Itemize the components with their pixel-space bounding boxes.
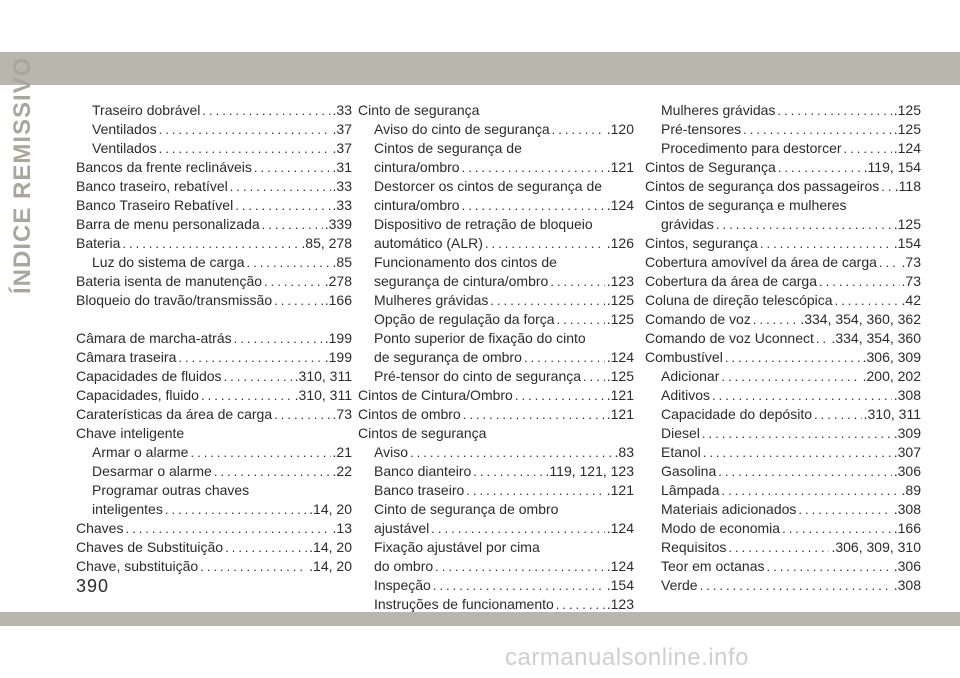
entry-term: Câmara traseira [76,349,177,365]
dot-leader [122,234,299,253]
entry-page: .14, 20 [309,539,352,555]
index-subentry [645,462,921,481]
entry-term: cintura/ombro [374,159,460,175]
index-subentry [645,557,921,576]
entry-term: Desarmar o alarme [92,463,212,479]
index-subentry [358,500,634,519]
entry-term: Verde [661,577,698,593]
index-column-1 [76,101,352,576]
entry-term: Mulheres grávidas [661,102,776,118]
dot-leader [718,462,891,481]
entry-term: Programar outras chaves [92,482,250,498]
entry-page: .199 [324,330,352,346]
dot-leader [234,329,323,348]
index-subentry [358,120,634,139]
entry-term: grávidas [661,216,714,232]
entry-term: Teor em octanas [661,558,765,574]
entry-term: Cintos de segurança [358,425,487,441]
index-subentry [358,196,634,215]
dot-leader [431,519,604,538]
entry-term: Etanol [661,444,701,460]
index-subentry [76,139,352,158]
entry-term: Cintos de segurança de [374,140,522,156]
index-entry [76,215,352,234]
index-subentry [358,272,634,291]
entry-page: .278 [324,273,352,289]
entry-page: .121 [606,482,634,498]
index-subentry [76,462,352,481]
entry-term: Cinto de segurança de ombro [374,501,559,517]
index-entry [76,348,352,367]
entry-term: de segurança de ombro [374,349,522,365]
entry-page: .124 [606,349,634,365]
dot-leader [463,405,605,424]
watermark: carmanualsonline.info [505,644,749,671]
index-subentry [645,405,921,424]
entry-term: Aviso do cinto de segurança [374,121,550,137]
entry-page: .307 [893,444,921,460]
entry-page: .124 [606,520,634,536]
dot-leader [703,443,892,462]
entry-page: .306 [893,558,921,574]
index-entry [645,310,921,329]
entry-term: Aditivos [661,387,711,403]
index-subentry [645,519,921,538]
dot-leader [753,310,798,329]
dot-leader [247,253,331,272]
footer-band [0,612,960,626]
entry-page: .21 [332,444,352,460]
entry-page: .334, 354, 360 [831,330,921,346]
entry-page: .126 [606,235,634,251]
dot-leader [473,462,543,481]
index-entry [645,196,921,215]
entry-page: .33 [332,197,352,213]
entry-page: .123 [606,596,634,612]
entry-page: .124 [606,197,634,213]
index-subentry [645,443,921,462]
entry-term: Armar o alarme [92,444,189,460]
dot-leader [202,101,330,120]
dot-leader [721,367,860,386]
entry-term: Dispositivo de retração de bloqueio [374,216,593,232]
index-subentry [76,120,352,139]
entry-page: .199 [324,349,352,365]
entry-page: .37 [332,140,352,156]
index-subentry [645,367,921,386]
entry-term: Materiais adicionados [661,501,797,517]
entry-term: Banco Traseiro Rebatível [76,197,234,213]
entry-term: do ombro [374,558,434,574]
index-entry [76,557,352,576]
index-subentry [358,253,634,272]
dot-leader [552,120,605,139]
dot-leader [230,177,331,196]
index-subentry [358,443,634,462]
entry-term: Cintos de segurança e mulheres [645,197,847,213]
index-entry [645,234,921,253]
entry-page: .166 [324,292,352,308]
entry-page: .334, 354, 360, 362 [800,311,921,327]
entry-term: Capacidade do depósito [661,406,813,422]
index-entry [76,405,352,424]
entry-term: Luz do sistema de carga [92,254,245,270]
entry-term: Caraterísticas da área de carga [76,406,273,422]
dot-leader [515,386,605,405]
dot-leader [760,234,892,253]
entry-term: Pré-tensores [661,121,742,137]
index-subentry [358,557,634,576]
entry-page: .33 [332,102,352,118]
entry-page: .125 [893,121,921,137]
entry-term: Cintos, segurança [645,235,758,251]
entry-page: .119, 121, 123 [545,463,634,479]
index-entry [76,519,352,538]
dot-leader [159,120,331,139]
entry-page: .124 [893,140,921,156]
dot-leader [716,215,892,234]
dot-leader [178,348,322,367]
index-subentry [645,481,921,500]
entry-term: Banco traseiro, rebatível [76,178,228,194]
entry-term: Capacidades, fluido [76,387,199,403]
entry-page: .308 [893,387,921,403]
index-entry [645,272,921,291]
index-subentry [358,576,634,595]
entry-term: Ventilados [92,121,157,137]
entry-page: .89 [901,482,921,498]
index-subentry [645,101,921,120]
dot-leader [490,291,604,310]
entry-page: .13 [332,520,352,536]
entry-page: .85 [332,254,352,270]
index-entry [76,158,352,177]
index-subentry [358,348,634,367]
entry-page: .121 [606,159,634,175]
entry-term: Ventilados [92,140,157,156]
dot-leader [583,367,605,386]
entry-term: Cintos de Segurança [645,159,776,175]
entry-term: Barra de menu personalizada [76,216,260,232]
index-subentry [358,234,634,253]
entry-page: .31 [332,159,352,175]
index-entry [76,272,352,291]
dot-leader [743,120,892,139]
dot-leader [433,576,605,595]
index-column-2 [358,101,634,614]
index-subentry [645,120,921,139]
entry-term: Funcionamento dos cintos de [374,254,557,270]
entry-page: .123 [606,273,634,289]
dot-leader [201,386,293,405]
index-subentry [76,481,352,500]
index-subentry [645,500,921,519]
page-number: 390 [76,576,110,596]
entry-term: Gasolina [661,463,717,479]
entry-term: Coluna de direção telescópica [645,292,833,308]
entry-term: Chave inteligente [76,425,185,441]
entry-page: .14, 20 [309,558,352,574]
index-entry [76,177,352,196]
dot-leader [274,291,323,310]
entry-term: Lâmpada [661,482,720,498]
entry-page: .120 [606,121,634,137]
entry-page: .83 [614,444,634,460]
entry-term: Procedimento para destorcer [661,140,842,156]
index-entry [645,348,921,367]
index-entry [645,329,921,348]
index-subentry [645,576,921,595]
index-entry [358,405,634,424]
dot-leader [435,557,605,576]
dot-leader [254,158,331,177]
entry-term: Instruções de funcionamento [374,596,554,612]
index-subentry [645,139,921,158]
entry-page: .310, 311 [294,368,352,384]
entry-page: .73 [901,273,921,289]
entry-term: Fixação ajustável por cima [374,539,540,555]
entry-page: .73 [332,406,352,422]
dot-leader [125,519,330,538]
dot-leader [721,481,899,500]
entry-page: .308 [893,577,921,593]
entry-term: Cobertura amovível da área de carga [645,254,877,270]
entry-page: .73 [901,254,921,270]
index-subentry [645,215,921,234]
entry-term: Ponto superior de fixação do cinto [374,330,586,346]
index-subentry [358,367,634,386]
dot-leader [485,234,605,253]
entry-page: .308 [893,501,921,517]
dot-leader [214,462,331,481]
dot-leader [700,576,892,595]
entry-term: Opção de regulação da força [374,311,555,327]
dot-leader [702,424,892,443]
dot-leader [844,139,892,158]
index-subentry [358,519,634,538]
entry-page: .125 [606,311,634,327]
entry-term: Comando de voz [645,311,751,327]
entry-term: Cintos de segurança dos passageiros [645,178,880,194]
index-subentry [358,291,634,310]
dot-leader [835,291,900,310]
index-entry [76,329,352,348]
dot-leader [462,196,605,215]
dot-leader [777,101,891,120]
entry-term: Cintos de ombro [358,406,461,422]
dot-leader [778,158,862,177]
dot-leader [274,405,330,424]
entry-term: Inspeção [374,577,431,593]
section-title: ÍNDICE REMISSIVO [9,56,36,294]
dot-leader [557,310,605,329]
entry-term: Câmara de marcha-atrás [76,330,232,346]
index-subentry [76,101,352,120]
dot-leader [816,329,830,348]
dot-leader [200,557,307,576]
entry-term: cintura/ombro [374,197,460,213]
entry-term: Aviso [374,444,408,460]
dot-leader [466,481,604,500]
header-band [0,52,960,85]
entry-term: Chaves [76,520,124,536]
dot-leader [235,196,330,215]
entry-term: ajustável [374,520,430,536]
index-subentry [358,139,634,158]
dot-leader [224,367,293,386]
entry-term: inteligentes [92,501,163,517]
index-subentry [358,310,634,329]
index-entry [358,424,634,443]
entry-page: .154 [606,577,634,593]
dot-leader [262,215,323,234]
entry-term: Banco traseiro [374,482,465,498]
index-entry [358,101,634,120]
entry-term: Diesel [661,425,700,441]
dot-leader [728,538,829,557]
entry-page: .306, 309 [862,349,921,365]
entry-term: Modo de economia [661,520,781,536]
entry-term: Requisitos [661,539,727,555]
index-subentry [645,424,921,443]
entry-term: Adicionar [661,368,720,384]
index-subentry [645,386,921,405]
entry-page: .309 [893,425,921,441]
index-subentry [358,329,634,348]
entry-page: .125 [606,292,634,308]
dot-leader [524,348,605,367]
entry-term: Chave, substituição [76,558,199,574]
entry-term: Bancos da frente reclináveis [76,159,252,175]
entry-term: segurança de cintura/ombro [374,273,549,289]
entry-term: Bateria isenta de manutenção [76,273,263,289]
entry-page: .124 [606,558,634,574]
dot-leader [550,272,604,291]
index-entry [76,196,352,215]
top-margin [0,0,960,22]
entry-page: .166 [893,520,921,536]
index-entry [76,424,352,443]
entry-term: Cintos de Cintura/Ombro [358,387,513,403]
entry-page: .154 [893,235,921,251]
index-entry [645,177,921,196]
dot-leader [410,443,613,462]
dot-leader [819,272,900,291]
dot-leader [159,139,331,158]
index-entry [76,291,352,310]
entry-term: Capacidades de fluidos [76,368,222,384]
entry-term: Pré-tensor do cinto de segurança [374,368,582,384]
entry-term: Comando de voz Uconnect [645,330,814,346]
index-entry [645,253,921,272]
entry-page: .121 [606,406,634,422]
entry-term: Mulheres grávidas [374,292,489,308]
entry-page: .22 [332,463,352,479]
index-subentry [645,538,921,557]
dot-leader [879,253,900,272]
entry-page: .42 [901,292,921,308]
entry-page: .37 [332,121,352,137]
entry-term: Traseiro dobrável [92,102,201,118]
dot-leader [814,405,862,424]
dot-leader [712,386,892,405]
index-entry [358,386,634,405]
entry-term: Combustível [645,349,723,365]
entry-page: .125 [893,102,921,118]
dot-leader [462,158,605,177]
dot-leader [165,500,307,519]
dot-leader [225,538,307,557]
index-subentry [358,538,634,557]
dot-leader [725,348,861,367]
index-entry [76,538,352,557]
entry-term: Bateria [76,235,121,251]
entry-page: .200, 202 [862,368,921,384]
entry-page: .306, 309, 310 [831,539,921,555]
index-entry [645,291,921,310]
entry-term: Cobertura da área de carga [645,273,817,289]
entry-term: automático (ALR) [374,235,483,251]
dot-leader [190,443,330,462]
entry-page: .125 [606,368,634,384]
entry-page: .310, 311 [294,387,352,403]
index-subentry [358,158,634,177]
entry-page: .119, 154 [863,159,921,175]
entry-page: .118 [894,178,921,194]
entry-page: .125 [893,216,921,232]
entry-term: Cinto de segurança [358,102,480,118]
index-subentry [76,443,352,462]
index-subentry [358,481,634,500]
entry-page: .339 [324,216,352,232]
index-subentry [76,500,352,519]
index-subentry [358,177,634,196]
entry-term: Destorcer os cintos de segurança de [374,178,603,194]
dot-leader [264,272,323,291]
dot-leader [798,500,891,519]
dot-leader [782,519,892,538]
entry-gap [76,310,352,329]
index-subentry [358,462,634,481]
index-column-3 [645,101,921,595]
entry-page: .85, 278 [301,235,352,251]
entry-term: Banco dianteiro [374,463,472,479]
entry-page: .14, 20 [309,501,352,517]
index-subentry [76,253,352,272]
index-entry [76,234,352,253]
entry-page: .121 [606,387,634,403]
entry-page: .306 [893,463,921,479]
entry-term: Bloqueio do travão/transmissão [76,292,273,308]
dot-leader [881,177,893,196]
index-entry [76,367,352,386]
dot-leader [767,557,892,576]
entry-term: Chaves de Substituição [76,539,224,555]
index-subentry [358,215,634,234]
entry-page: .33 [332,178,352,194]
entry-page: .310, 311 [863,406,921,422]
index-entry [645,158,921,177]
index-entry [76,386,352,405]
